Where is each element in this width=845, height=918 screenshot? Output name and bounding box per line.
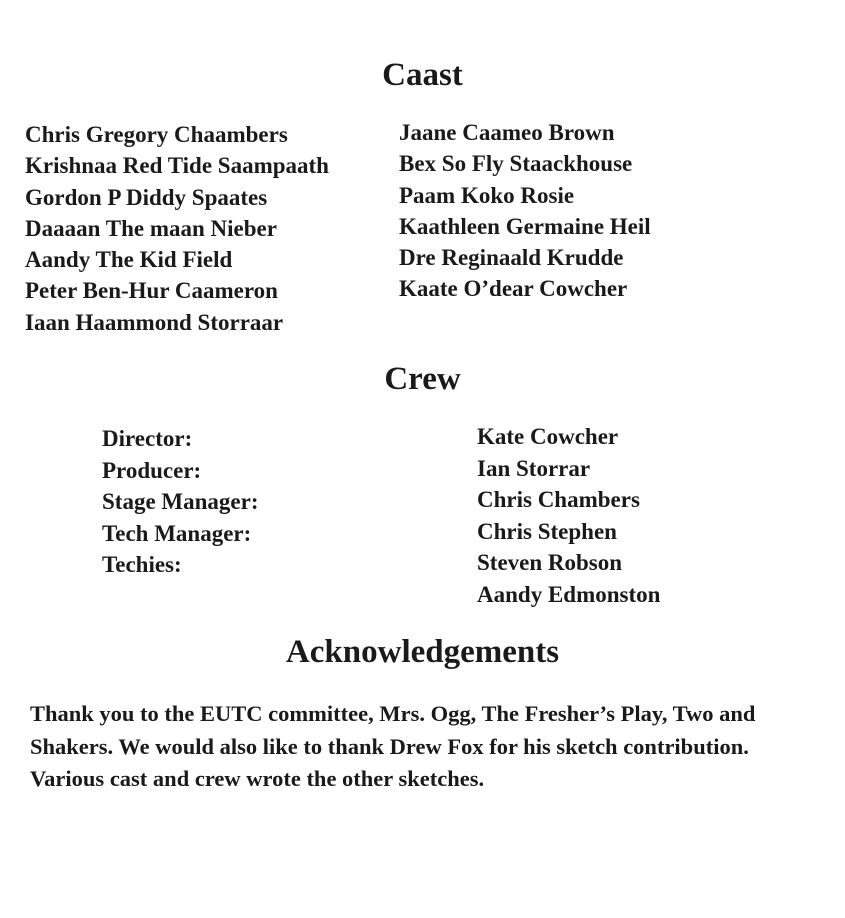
cast-name: Dre Reginaald Krudde <box>399 245 624 271</box>
cast-name: Chris Gregory Chaambers <box>25 122 288 147</box>
cast-name: Jaane Caameo Brown <box>399 120 615 145</box>
crew-member-name: Ian Storrar <box>477 455 591 481</box>
cast-left-column <box>25 119 329 338</box>
crew-role: Techies: <box>102 552 182 577</box>
cast-name: Bex So Fly Staackhouse <box>399 151 633 177</box>
crew-member-name: Chris Chambers <box>477 487 640 512</box>
crew-role: Producer: <box>102 457 202 483</box>
cast-name: Aandy The Kid Field <box>25 247 233 273</box>
acknowledgements-heading: Acknowledgements <box>285 634 560 670</box>
crew-names-column <box>477 421 660 610</box>
cast-name: Paam Koko Rosie <box>399 182 575 208</box>
crew-heading: Crew <box>384 361 461 397</box>
cast-right-column <box>399 117 651 305</box>
cast-name: Daaaan The maan Nieber <box>25 215 277 241</box>
crew-roles-column <box>102 423 259 581</box>
cast-name: Krishnaa Red Tide Saampaath <box>25 153 329 179</box>
crew-role: Tech Manager: <box>102 520 252 546</box>
crew-member-name: Kate Cowcher <box>477 424 619 449</box>
cast-name: Iaan Haammond Storraar <box>25 309 284 335</box>
acknowledgements-paragraph: Thank you to the EUTC committee, Mrs. Ogg, The Fresher’s Play, Two and Shakers. We would also like to thank Drew Fox for his sketch contribution. Various cast and crew wrote the other sketches. <box>30 701 756 791</box>
crew-member-name: Aandy Edmonston <box>477 581 661 607</box>
cast-name: Gordon P Diddy Spaates <box>25 184 268 210</box>
cast-name: Kaathleen Germaine Heil <box>399 213 651 239</box>
crew-member-name: Steven Robson <box>477 550 623 575</box>
cast-name: Kaate O’dear Cowcher <box>399 276 628 302</box>
crew-role: Director: <box>102 426 193 451</box>
cast-name: Peter Ben-Hur Caameron <box>25 278 278 304</box>
cast-heading: Caast <box>382 57 463 93</box>
crew-member-name: Chris Stephen <box>477 518 617 544</box>
crew-role: Stage Manager: <box>102 489 259 514</box>
